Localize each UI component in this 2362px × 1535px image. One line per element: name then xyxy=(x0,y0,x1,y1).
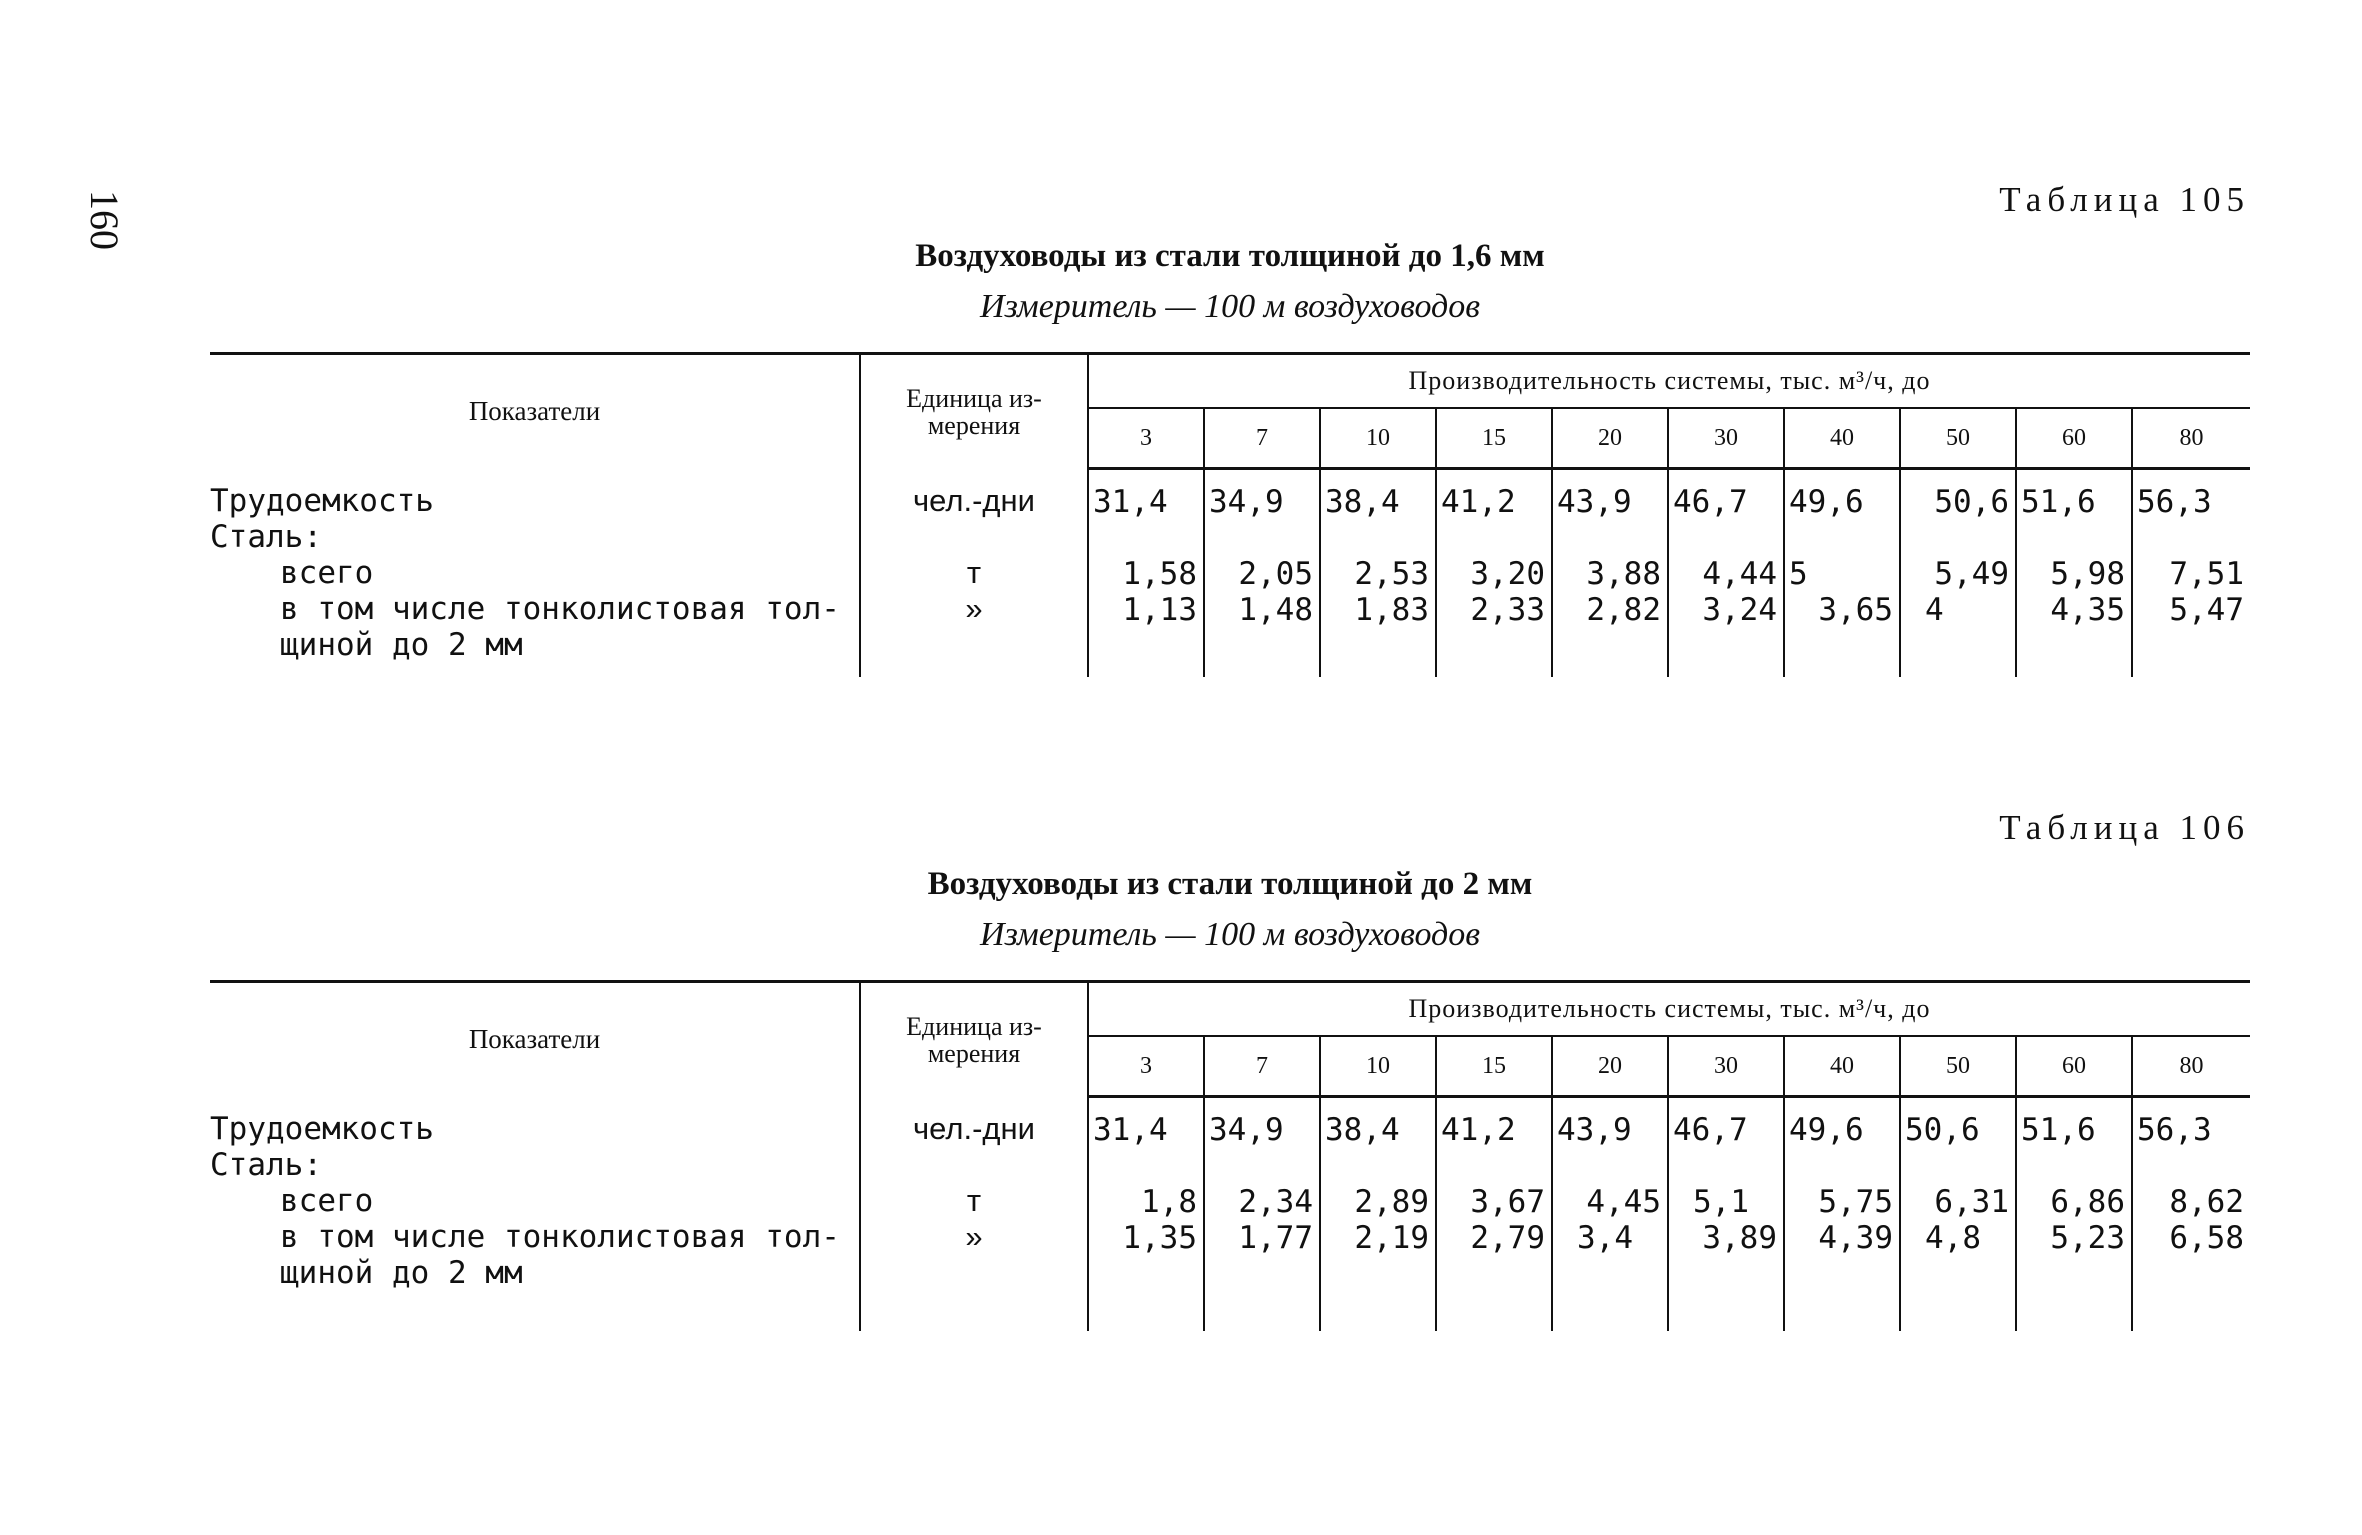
value-cell xyxy=(1784,1097,1900,1331)
value xyxy=(1325,1148,1435,1184)
header-capacity: 15 xyxy=(1436,408,1552,469)
value xyxy=(1557,520,1667,556)
value: 46,7 xyxy=(1673,1112,1748,1148)
value: 6,58 xyxy=(2169,1220,2245,1256)
value: 8,62 xyxy=(2169,1184,2245,1220)
value-cell xyxy=(2132,469,2250,677)
value: 2,89 xyxy=(1354,1184,1429,1220)
value: 5,75 xyxy=(1818,1184,1893,1220)
value: 2,53 xyxy=(1354,556,1429,592)
value: 2,79 xyxy=(1470,1220,1545,1256)
value: 3,89 xyxy=(1702,1220,1777,1256)
value: 4,8 xyxy=(1925,1220,1981,1256)
header-unit-line: Единица из- xyxy=(906,383,1042,413)
unit-line xyxy=(861,627,1087,663)
value: 38,4 xyxy=(1325,484,1400,520)
indicator-line: Трудоемкость xyxy=(210,1110,434,1147)
value: 7,51 xyxy=(2169,556,2245,592)
table-measure-unit: Измеритель — 100 м воздуховодов xyxy=(980,916,1480,953)
value: 4,35 xyxy=(2050,592,2125,628)
value: 43,9 xyxy=(1557,484,1632,520)
value: 1,8 xyxy=(1141,1184,1197,1220)
header-indicators: Показатели xyxy=(210,982,860,1097)
table-row xyxy=(210,469,2250,677)
header-capacity: 80 xyxy=(2132,1036,2250,1097)
table-106-block xyxy=(210,808,2250,1388)
data-table xyxy=(210,980,2250,1331)
header-capacity: 7 xyxy=(1204,1036,1320,1097)
unit-line: чел.-дни xyxy=(913,1110,1035,1146)
value: 5,49 xyxy=(1934,556,2009,592)
value: 4,45 xyxy=(1586,1184,1661,1220)
value: 34,9 xyxy=(1209,484,1284,520)
value: 4,39 xyxy=(1818,1220,1893,1256)
value: 5,1 xyxy=(1693,1184,1749,1220)
indicator-line: Сталь: xyxy=(210,1146,322,1183)
value: 2,34 xyxy=(1238,1184,1313,1220)
header-unit-line: мерения xyxy=(927,1038,1021,1068)
header-performance: Производительность системы, тыс. м³/ч, до xyxy=(1088,982,2250,1037)
unit-line xyxy=(861,519,1087,555)
data-table xyxy=(210,352,2250,677)
value: 1,35 xyxy=(1122,1220,1197,1256)
value: 34,9 xyxy=(1209,1112,1284,1148)
value xyxy=(1905,1148,2015,1184)
header-capacity: 30 xyxy=(1668,1036,1784,1097)
indicator-line: Сталь: xyxy=(210,518,322,555)
header-capacity: 20 xyxy=(1552,1036,1668,1097)
value xyxy=(1673,520,1783,556)
value-cell xyxy=(1320,469,1436,677)
indicator-line: щиной до 2 мм xyxy=(280,626,523,663)
header-capacity: 50 xyxy=(1900,408,2016,469)
value-cell xyxy=(1900,469,2016,677)
value xyxy=(2137,520,2250,556)
value: 56,3 xyxy=(2137,1112,2212,1148)
value: 43,9 xyxy=(1557,1112,1632,1148)
unit-line: » xyxy=(965,1218,983,1254)
header-capacity: 40 xyxy=(1784,1036,1900,1097)
header-performance: Производительность системы, тыс. м³/ч, до xyxy=(1088,354,2250,409)
table-measure-unit: Измеритель — 100 м воздуховодов xyxy=(980,288,1480,325)
unit-line: т xyxy=(966,1182,982,1218)
value xyxy=(1441,520,1551,556)
header-capacity: 60 xyxy=(2016,408,2132,469)
header-capacity: 10 xyxy=(1320,1036,1436,1097)
header-capacity: 7 xyxy=(1204,408,1320,469)
value-cell xyxy=(2132,1097,2250,1331)
indicator-line: в том числе тонколистовая тол- xyxy=(280,1218,840,1255)
table-number-label: Таблица 105 xyxy=(1999,180,2250,219)
value: 50,6 xyxy=(1934,484,2009,520)
value: 46,7 xyxy=(1673,484,1748,520)
value: 51,6 xyxy=(2021,484,2096,520)
table-title: Воздуховоды из стали толщиной до 2 мм xyxy=(927,866,1533,902)
unit-line: чел.-дни xyxy=(913,482,1035,518)
unit-line: т xyxy=(966,554,982,590)
header-capacity: 20 xyxy=(1552,408,1668,469)
value: 3,20 xyxy=(1470,556,1545,592)
value xyxy=(1673,1148,1783,1184)
indicator-line: в том числе тонколистовая тол- xyxy=(280,590,840,627)
value-cell xyxy=(1668,469,1784,677)
value: 3,67 xyxy=(1470,1184,1545,1220)
value: 6,31 xyxy=(1934,1184,2009,1220)
header-capacity: 3 xyxy=(1088,1036,1204,1097)
value-cell xyxy=(1320,1097,1436,1331)
header-unit xyxy=(860,982,1088,1097)
header-capacity: 50 xyxy=(1900,1036,2016,1097)
value: 51,6 xyxy=(2021,1112,2096,1148)
value: 5,98 xyxy=(2050,556,2125,592)
value xyxy=(2137,1148,2250,1184)
value: 1,77 xyxy=(1238,1220,1313,1256)
indicator-line: всего xyxy=(280,554,374,591)
indicator-line: Трудоемкость xyxy=(210,482,434,519)
value xyxy=(1789,520,1899,556)
header-capacity: 3 xyxy=(1088,408,1204,469)
unit-line xyxy=(861,1147,1087,1183)
value: 31,4 xyxy=(1093,1112,1168,1148)
value-cell xyxy=(1784,469,1900,677)
value: 1,48 xyxy=(1238,592,1313,628)
value: 49,6 xyxy=(1789,484,1864,520)
table-number-label: Таблица 106 xyxy=(1999,808,2250,847)
value: 38,4 xyxy=(1325,1112,1400,1148)
value: 5,47 xyxy=(2169,592,2245,628)
value: 5 xyxy=(1789,556,1808,592)
value: 41,2 xyxy=(1441,484,1516,520)
value: 1,83 xyxy=(1354,592,1429,628)
header-capacity: 80 xyxy=(2132,408,2250,469)
indicator-line: щиной до 2 мм xyxy=(280,1254,523,1291)
value: 56,3 xyxy=(2137,484,2212,520)
value-cell xyxy=(1204,469,1320,677)
value-cell xyxy=(1088,469,1204,677)
value xyxy=(1441,1148,1551,1184)
value: 6,86 xyxy=(2050,1184,2125,1220)
table-title: Воздуховоды из стали толщиной до 1,6 мм xyxy=(915,238,1545,274)
value xyxy=(1557,1148,1667,1184)
header-unit-line: мерения xyxy=(927,410,1021,440)
indicator-line: всего xyxy=(280,1182,374,1219)
value xyxy=(1093,520,1203,556)
value xyxy=(1325,520,1435,556)
value xyxy=(2021,520,2131,556)
value-cell xyxy=(1204,1097,1320,1331)
value: 50,6 xyxy=(1905,1112,1980,1148)
value: 4 xyxy=(1925,592,1944,628)
header-unit-line: Единица из- xyxy=(906,1011,1042,1041)
value: 2,82 xyxy=(1586,592,1661,628)
value: 1,13 xyxy=(1122,592,1197,628)
value: 5,23 xyxy=(2050,1220,2125,1256)
header-capacity: 15 xyxy=(1436,1036,1552,1097)
value xyxy=(1789,1148,1899,1184)
value-cell xyxy=(1552,469,1668,677)
value: 3,4 xyxy=(1577,1220,1633,1256)
value xyxy=(2021,1148,2131,1184)
header-capacity: 40 xyxy=(1784,408,1900,469)
value: 41,2 xyxy=(1441,1112,1516,1148)
value: 3,88 xyxy=(1586,556,1661,592)
value-cell xyxy=(1436,1097,1552,1331)
value: 3,24 xyxy=(1702,592,1777,628)
value-cell xyxy=(1552,1097,1668,1331)
value xyxy=(1093,1148,1203,1184)
value: 2,19 xyxy=(1354,1220,1429,1256)
indicator-cell xyxy=(210,469,860,677)
value-cell xyxy=(1900,1097,2016,1331)
value-cell xyxy=(1668,1097,1784,1331)
table-105-block xyxy=(210,180,2250,700)
unit-line: » xyxy=(965,590,983,626)
value: 3,65 xyxy=(1818,592,1893,628)
value: 2,05 xyxy=(1238,556,1313,592)
table-row xyxy=(210,1097,2250,1331)
value: 1,58 xyxy=(1122,556,1197,592)
value: 31,4 xyxy=(1093,484,1168,520)
header-capacity: 60 xyxy=(2016,1036,2132,1097)
value-cell xyxy=(2016,1097,2132,1331)
value xyxy=(1905,520,2015,556)
value: 2,33 xyxy=(1470,592,1545,628)
value-cell xyxy=(1436,469,1552,677)
value xyxy=(1209,520,1319,556)
header-capacity: 30 xyxy=(1668,408,1784,469)
value xyxy=(1209,1148,1319,1184)
value-cell xyxy=(2016,469,2132,677)
unit-cell xyxy=(860,1097,1088,1331)
unit-line xyxy=(861,1255,1087,1291)
header-indicators: Показатели xyxy=(210,354,860,469)
value-cell xyxy=(1088,1097,1204,1331)
value: 49,6 xyxy=(1789,1112,1864,1148)
value: 4,44 xyxy=(1702,556,1777,592)
page-number: 160 xyxy=(82,190,127,250)
indicator-cell xyxy=(210,1097,860,1331)
header-unit xyxy=(860,354,1088,469)
header-capacity: 10 xyxy=(1320,408,1436,469)
unit-cell xyxy=(860,469,1088,677)
